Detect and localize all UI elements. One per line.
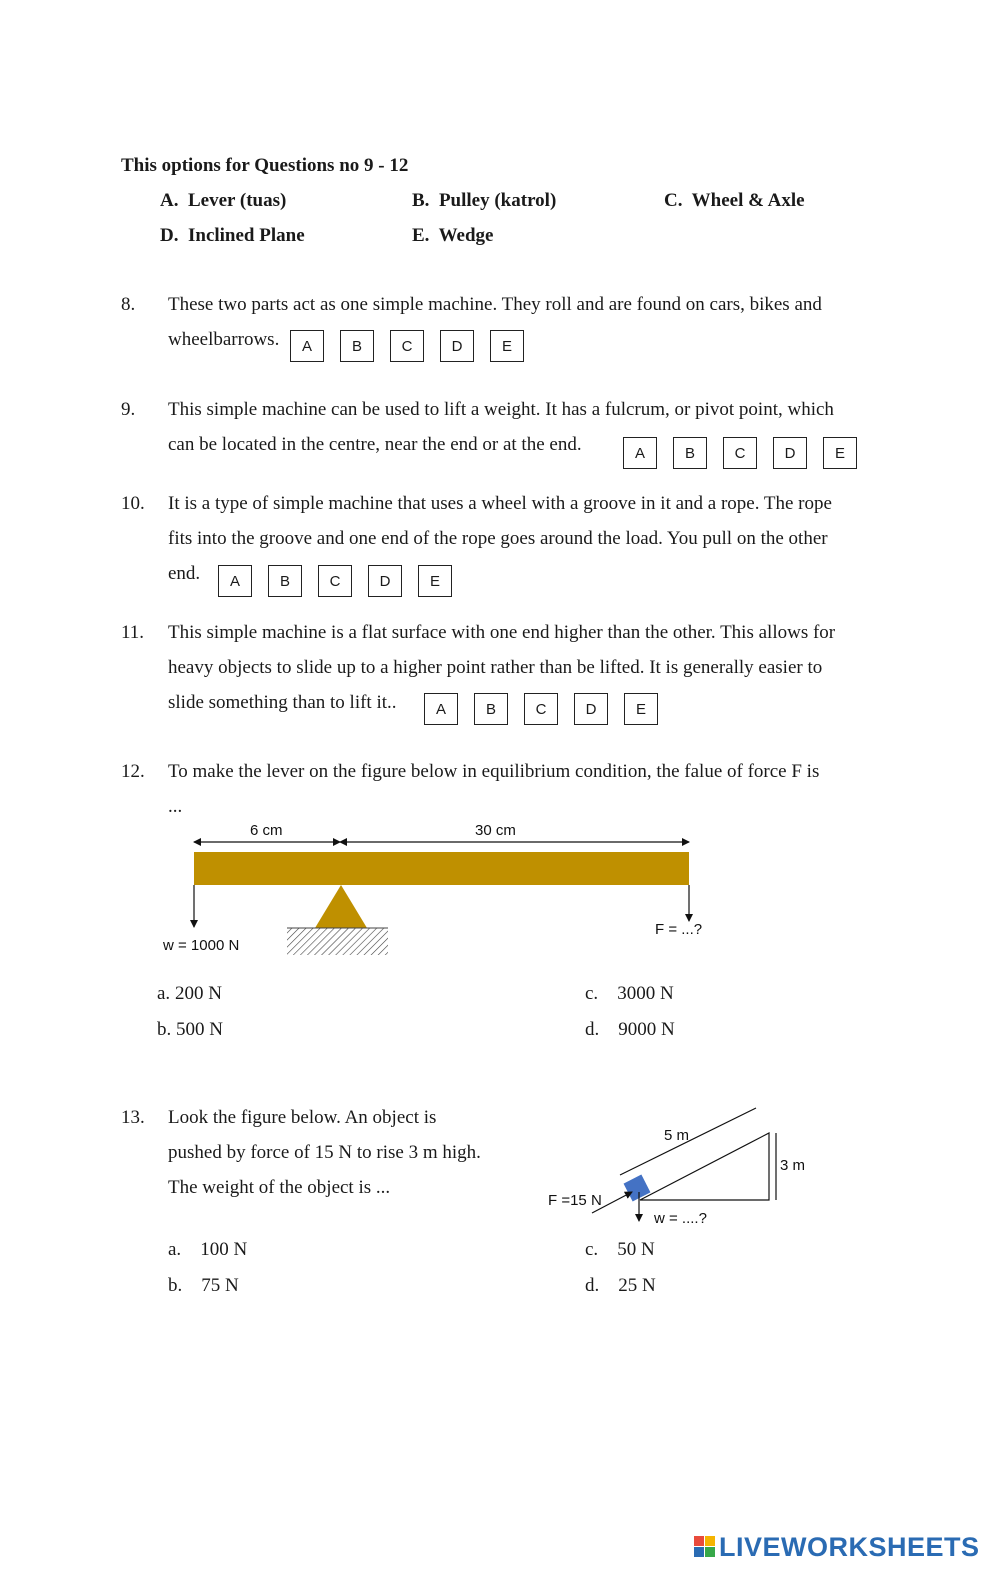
lever-left-distance: 6 cm — [250, 822, 283, 839]
q8-answer-d[interactable]: D — [440, 330, 474, 362]
q8-number: 8. — [121, 294, 136, 315]
q13-number: 13. — [121, 1107, 145, 1128]
q11-number: 11. — [121, 622, 145, 643]
pushed-block — [624, 1175, 651, 1202]
q11-answer-e[interactable]: E — [624, 693, 658, 725]
q10-line-1: It is a type of simple machine that uses a wheel with a groove in it and a rope. The rope — [168, 493, 832, 514]
q9-answer-d[interactable]: D — [773, 437, 807, 469]
q11-line-2: heavy objects to slide up to a higher point rather than be lifted. It is generally easier to — [168, 657, 823, 678]
q11-answer-b[interactable]: B — [474, 693, 508, 725]
logo-icon — [694, 1536, 716, 1560]
q10-line-3: end. — [168, 563, 201, 584]
q11-answer-c[interactable]: C — [524, 693, 558, 725]
q13-option-a[interactable]: a. 100 N — [168, 1239, 248, 1260]
length-label: 5 m — [664, 1127, 690, 1144]
option-c: C. Wheel & Axle — [664, 190, 805, 211]
q8-line-1: These two parts act as one simple machine. They roll and are found on cars, bikes and — [168, 294, 822, 315]
q9-line-2: can be located in the centre, near the end or at the end. — [168, 434, 582, 455]
q12-option-b[interactable]: b. 500 N — [157, 1019, 223, 1040]
q12-line-1: To make the lever on the figure below in equilibrium condition, the falue of force F is — [168, 761, 820, 782]
q13-line-1: Look the figure below. An object is — [168, 1107, 437, 1128]
q10-answer-d[interactable]: D — [368, 565, 402, 597]
q8-line-2: wheelbarrows. — [168, 329, 280, 350]
option-e: E. Wedge — [412, 225, 494, 246]
options-title: This options for Questions no 9 - 12 — [121, 155, 409, 176]
option-a: A. Lever (tuas) — [160, 190, 287, 211]
q10-answer-b[interactable]: B — [268, 565, 302, 597]
liveworksheets-logo[interactable] — [694, 1532, 980, 1563]
incline-figure — [540, 1100, 820, 1235]
q12-line-2: ... — [168, 796, 183, 817]
lever-beam — [194, 852, 689, 885]
lever-figure — [150, 815, 740, 965]
fulcrum — [315, 885, 367, 928]
logo-text: LIVEWORKSHEETS — [719, 1532, 980, 1562]
q8-answer-a[interactable]: A — [290, 330, 324, 362]
q10-answer-e[interactable]: E — [418, 565, 452, 597]
force-label-13: F =15 N — [548, 1192, 602, 1209]
q13-option-c[interactable]: c. 50 N — [585, 1239, 655, 1260]
q13-option-d[interactable]: d. 25 N — [585, 1275, 656, 1296]
q11-line-1: This simple machine is a flat surface with one end higher than the other. This allows for — [168, 622, 836, 643]
q10-number: 10. — [121, 493, 145, 514]
incline-triangle — [640, 1133, 769, 1200]
lever-right-distance: 30 cm — [475, 822, 516, 839]
q9-line-1: This simple machine can be used to lift a weight. It has a fulcrum, or pivot point, which — [168, 399, 834, 420]
weight-label-13: w = ....? — [654, 1210, 707, 1227]
q9-number: 9. — [121, 399, 136, 420]
q12-number: 12. — [121, 761, 145, 782]
q8-answer-e[interactable]: E — [490, 330, 524, 362]
q8-answer-b[interactable]: B — [340, 330, 374, 362]
option-d: D. Inclined Plane — [160, 225, 305, 246]
q12-option-d[interactable]: d. 9000 N — [585, 1019, 675, 1040]
q9-answer-c[interactable]: C — [723, 437, 757, 469]
height-label: 3 m — [780, 1157, 806, 1174]
q12-option-c[interactable]: c. 3000 N — [585, 983, 674, 1004]
q9-answer-b[interactable]: B — [673, 437, 707, 469]
q11-answer-a[interactable]: A — [424, 693, 458, 725]
q12-option-a[interactable]: a. 200 N — [157, 983, 222, 1004]
force-label: F = ...? — [655, 921, 703, 938]
q8-answer-c[interactable]: C — [390, 330, 424, 362]
q11-answer-d[interactable]: D — [574, 693, 608, 725]
q13-line-3: The weight of the object is ... — [168, 1177, 391, 1198]
option-b: B. Pulley (katrol) — [412, 190, 557, 211]
q10-answer-a[interactable]: A — [218, 565, 252, 597]
ground-hatch — [287, 928, 388, 955]
q11-line-3: slide something than to lift it.. — [168, 692, 397, 713]
q13-line-2: pushed by force of 15 N to rise 3 m high. — [168, 1142, 481, 1163]
q9-answer-a[interactable]: A — [623, 437, 657, 469]
q10-line-2: fits into the groove and one end of the rope goes around the load. You pull on the other — [168, 528, 828, 549]
q9-answer-e[interactable]: E — [823, 437, 857, 469]
q13-option-b[interactable]: b. 75 N — [168, 1275, 239, 1296]
weight-label: w = 1000 N — [163, 937, 240, 954]
q10-answer-c[interactable]: C — [318, 565, 352, 597]
